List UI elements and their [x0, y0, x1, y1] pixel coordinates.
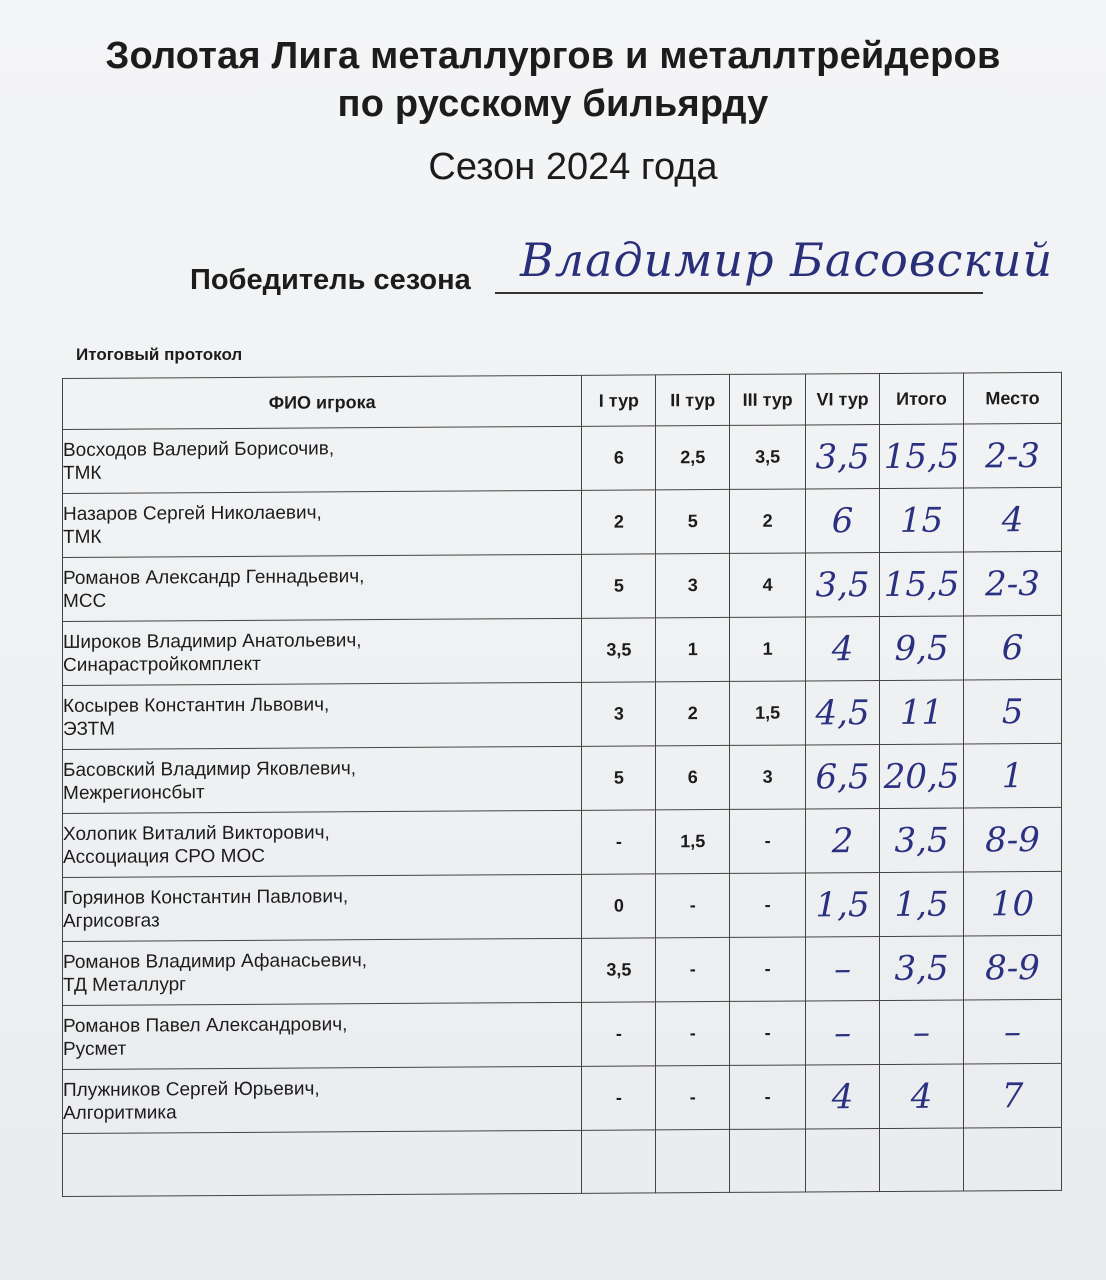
total-score: 20,5 — [880, 744, 964, 809]
player-org: Агрисовгаз — [63, 909, 160, 932]
table-row — [63, 423, 1062, 493]
player-cell — [63, 874, 582, 941]
empty-table-row — [63, 1127, 1062, 1196]
round-1-score: 3,5 — [582, 938, 656, 1002]
col-header-total: Итого — [880, 373, 964, 425]
place: 10 — [964, 871, 1062, 936]
col-header-round-2: II тур — [656, 374, 730, 425]
round-4-score: 4 — [806, 1065, 880, 1129]
player-name: Романов Павел Александрович, — [63, 1013, 348, 1037]
player-cell — [63, 490, 582, 557]
round-3-score: - — [730, 809, 806, 873]
round-2-score: - — [656, 873, 730, 937]
total-score: 9,5 — [880, 616, 964, 681]
round-3-score: 1,5 — [730, 681, 806, 745]
table-row — [63, 743, 1062, 813]
round-4-score: 4,5 — [806, 681, 880, 745]
empty-cell — [880, 1128, 964, 1192]
place: 4 — [964, 487, 1062, 552]
total-score: 3,5 — [880, 808, 964, 873]
round-2-score: - — [656, 1065, 730, 1129]
round-3-score: - — [730, 1065, 806, 1129]
round-1-score: 0 — [582, 874, 656, 938]
table-row — [63, 679, 1062, 749]
total-score: 3,5 — [880, 936, 964, 1001]
total-score: 4 — [880, 1064, 964, 1129]
round-1-score: 3,5 — [582, 618, 656, 682]
round-2-score: 3 — [656, 553, 730, 617]
place: 7 — [964, 1063, 1062, 1128]
table-row — [63, 615, 1062, 685]
player-cell — [63, 426, 582, 493]
protocol-title: Итоговый протокол — [76, 345, 243, 364]
place: 8-9 — [964, 935, 1062, 1000]
round-1-score: 5 — [582, 554, 656, 618]
player-cell — [63, 554, 582, 621]
player-name: Косырев Константин Львович, — [63, 693, 330, 717]
empty-cell — [806, 1129, 880, 1192]
round-2-score: 5 — [656, 489, 730, 553]
player-org: ТМК — [63, 526, 102, 548]
player-name: Холопик Виталий Викторович, — [63, 821, 330, 845]
player-cell — [63, 938, 582, 1005]
col-header-round-3: III тур — [730, 374, 806, 425]
player-name: Горяинов Константин Павлович, — [63, 885, 349, 909]
round-1-score: - — [582, 1002, 656, 1066]
table-row — [63, 807, 1062, 877]
total-score: 1,5 — [880, 872, 964, 937]
round-2-score: 2,5 — [656, 425, 730, 489]
table-row — [63, 999, 1062, 1069]
round-3-score: 4 — [730, 553, 806, 617]
player-cell — [63, 682, 582, 749]
player-name: Назаров Сергей Николаевич, — [63, 501, 322, 525]
empty-cell — [656, 1129, 730, 1192]
winner-underline — [495, 292, 983, 294]
table-row — [63, 1063, 1062, 1133]
player-cell — [63, 618, 582, 685]
player-name: Плужников Сергей Юрьевич, — [63, 1077, 320, 1101]
round-3-score: - — [730, 1001, 806, 1065]
round-1-score: - — [582, 810, 656, 874]
player-org: ТД Металлург — [63, 973, 187, 996]
round-1-score: 6 — [582, 426, 656, 490]
title-line-1: Золотая Лига металлургов и металлтрейдеров — [105, 35, 1001, 77]
empty-cell — [730, 1129, 806, 1192]
place: 6 — [964, 615, 1062, 680]
place: – — [964, 999, 1062, 1064]
empty-cell — [964, 1127, 1062, 1191]
round-4-score: 6,5 — [806, 745, 880, 809]
winner-label: Победитель сезона — [190, 264, 471, 296]
round-4-score: 1,5 — [806, 873, 880, 937]
col-header-round-4: VI тур — [806, 374, 880, 425]
total-score: 15 — [880, 488, 964, 553]
round-2-score: - — [656, 1001, 730, 1065]
player-cell — [63, 1066, 582, 1133]
table-body — [63, 423, 1062, 1196]
round-4-score: 6 — [806, 489, 880, 553]
place: 8-9 — [964, 807, 1062, 872]
col-header-name: ФИО игрока — [63, 375, 582, 429]
round-1-score: 3 — [582, 682, 656, 746]
place: 1 — [964, 743, 1062, 808]
round-1-score: - — [582, 1066, 656, 1130]
round-2-score: 2 — [656, 681, 730, 745]
table-row — [63, 487, 1062, 557]
player-cell — [63, 810, 582, 877]
round-4-score: – — [806, 1001, 880, 1065]
table-row — [63, 551, 1062, 621]
table-row — [63, 935, 1062, 1005]
empty-cell — [63, 1130, 582, 1196]
player-cell — [63, 1002, 582, 1069]
round-2-score: - — [656, 937, 730, 1001]
round-2-score: 1,5 — [656, 809, 730, 873]
document-title — [0, 32, 1106, 128]
total-score: 15,5 — [880, 424, 964, 489]
player-org: ТМК — [63, 462, 102, 484]
player-org: Русмет — [63, 1038, 127, 1060]
round-4-score: 4 — [806, 617, 880, 681]
player-org: Ассоциация СРО МОС — [63, 845, 265, 868]
round-3-score: 2 — [730, 489, 806, 553]
player-org: Синарастройкомплект — [63, 653, 261, 676]
round-4-score: 3,5 — [806, 425, 880, 489]
winner-handwritten-name: Владимир Басовский — [520, 233, 1054, 287]
round-4-score: 2 — [806, 809, 880, 873]
player-name: Восходов Валерий Борисочив, — [63, 437, 335, 461]
total-score: 15,5 — [880, 552, 964, 617]
table-header-row — [63, 372, 1062, 429]
round-2-score: 1 — [656, 617, 730, 681]
place: 2-3 — [964, 423, 1062, 488]
empty-cell — [582, 1130, 656, 1193]
round-4-score: – — [806, 937, 880, 1001]
round-3-score: - — [730, 873, 806, 937]
place: 2-3 — [964, 551, 1062, 616]
player-org: Алгоритмика — [63, 1101, 177, 1124]
round-3-score: 3,5 — [730, 425, 806, 489]
total-score: 11 — [880, 680, 964, 745]
col-header-place: Место — [964, 372, 1062, 424]
place: 5 — [964, 679, 1062, 744]
total-score: – — [880, 1000, 964, 1065]
player-name: Романов Александр Геннадьевич, — [63, 565, 365, 589]
title-line-2: по русскому бильярду — [337, 83, 769, 125]
round-1-score: 5 — [582, 746, 656, 810]
player-cell — [63, 746, 582, 813]
round-3-score: 1 — [730, 617, 806, 681]
player-name: Широков Владимир Анатольевич, — [63, 629, 362, 653]
round-3-score: - — [730, 937, 806, 1001]
player-org: Межрегионсбыт — [63, 781, 205, 804]
round-4-score: 3,5 — [806, 553, 880, 617]
player-name: Басовский Владимир Яковлевич, — [63, 757, 357, 781]
player-org: МСС — [63, 590, 107, 612]
results-table — [62, 372, 1062, 1197]
player-org: ЭЗТМ — [63, 718, 115, 740]
round-1-score: 2 — [582, 490, 656, 554]
round-3-score: 3 — [730, 745, 806, 809]
table-row — [63, 871, 1062, 941]
player-name: Романов Владимир Афанасьевич, — [63, 949, 368, 973]
season-subtitle: Сезон 2024 года — [428, 146, 718, 188]
round-2-score: 6 — [656, 745, 730, 809]
col-header-round-1: I тур — [582, 375, 656, 426]
